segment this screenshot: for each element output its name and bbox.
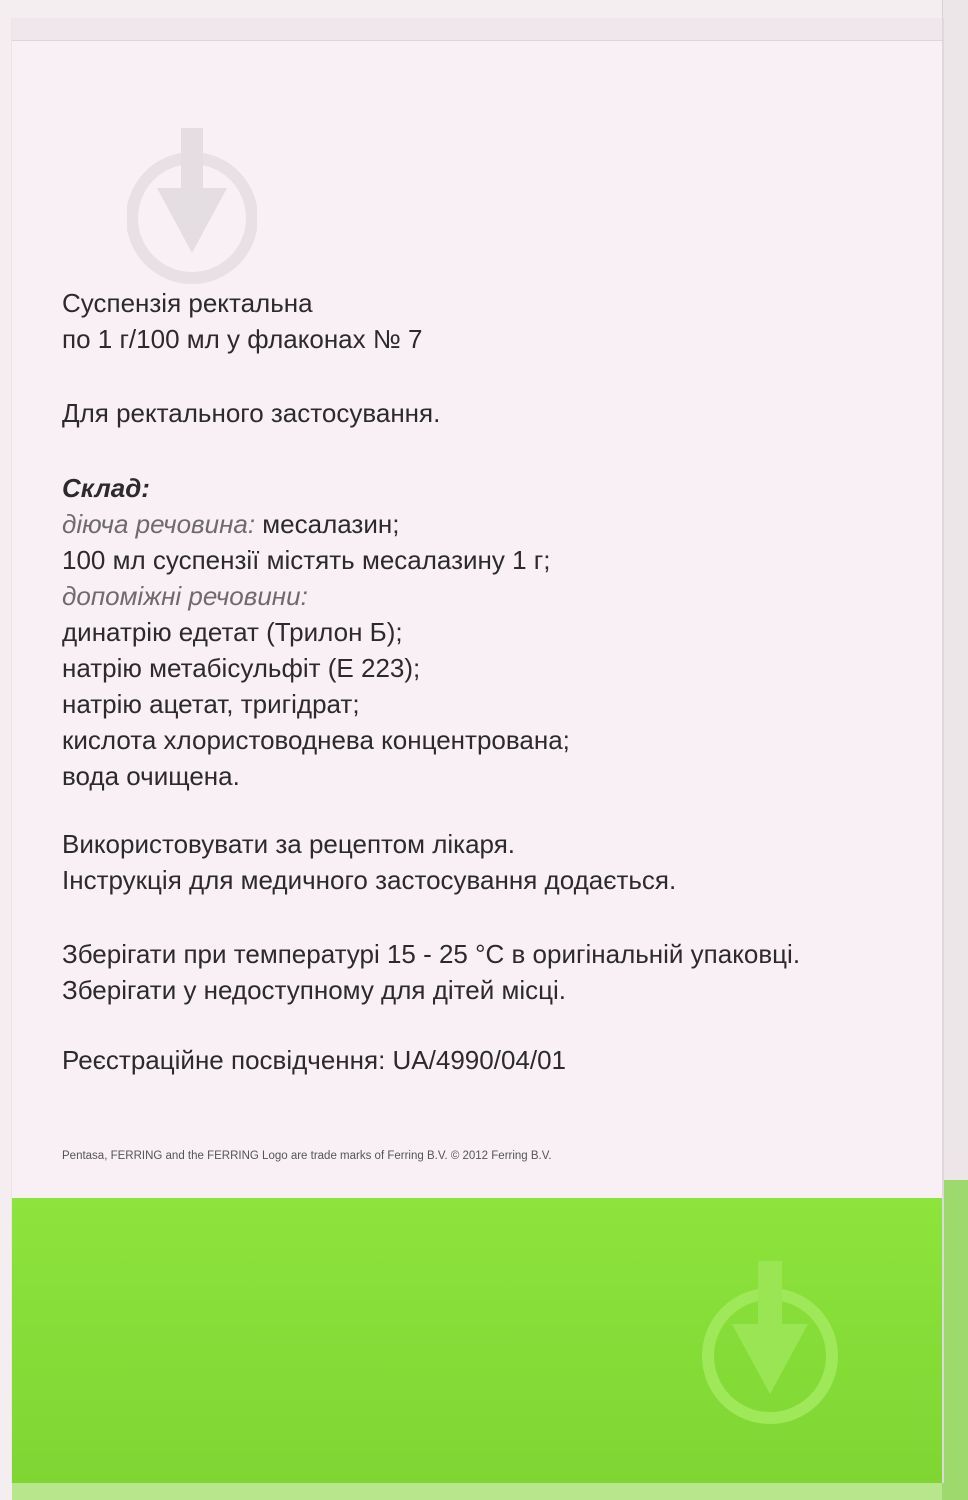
excipient-item: натрію метабісульфіт (Е 223); xyxy=(62,653,421,683)
storage-line-1: Зберігати при температурі 15 - 25 °С в оригінальній упаковці. xyxy=(62,939,801,969)
composition-section xyxy=(62,470,942,794)
excipient-item: динатрію едетат (Трилон Б); xyxy=(62,617,403,647)
green-band xyxy=(12,1198,942,1483)
usage-line-2: Інструкція для медичного застосування додається. xyxy=(62,865,677,895)
usage-line-1: Використовувати за рецептом лікаря. xyxy=(62,829,516,859)
box-right-edge-green xyxy=(942,1180,968,1500)
drop-watermark-icon-green xyxy=(700,1246,840,1436)
excipient-item: вода очищена. xyxy=(62,761,240,791)
usage-section xyxy=(62,826,942,898)
registration-section xyxy=(62,1042,942,1078)
registration-number: Реєстраційне посвідчення: UA/4990/04/01 xyxy=(62,1045,567,1075)
trademark-notice: Pentasa, FERRING and the FERRING Logo are trade marks of Ferring B.V. © 2012 Ferring B.V. xyxy=(62,1150,552,1162)
excipient-item: кислота хлористоводнева концентрована; xyxy=(62,725,570,755)
active-substance-line xyxy=(62,506,942,542)
description-line-2: по 1 г/100 мл у флаконах № 7 xyxy=(62,324,423,354)
active-substance-value: месалазин; xyxy=(255,509,400,539)
excipient-item: натрію ацетат, тригідрат; xyxy=(62,689,360,719)
package-front xyxy=(12,18,942,1483)
drop-watermark-icon xyxy=(127,118,257,298)
storage-line-2: Зберігати у недоступному для дітей місці. xyxy=(62,975,567,1005)
box-top-flap xyxy=(12,18,942,41)
box-bottom-edge xyxy=(12,1483,942,1500)
excipients-label: допоміжні речовини: xyxy=(62,581,308,611)
storage-section xyxy=(62,936,942,1008)
route-of-administration xyxy=(62,395,942,431)
route-text: Для ректального застосування. xyxy=(62,398,441,428)
product-description xyxy=(62,285,942,357)
active-substance-label: діюча речовина: xyxy=(62,509,256,539)
description-line-1: Суспензія ректальна xyxy=(62,288,313,318)
composition-heading: Склад: xyxy=(62,473,150,503)
content-line: 100 мл суспензії містять месалазину 1 г; xyxy=(62,545,551,575)
